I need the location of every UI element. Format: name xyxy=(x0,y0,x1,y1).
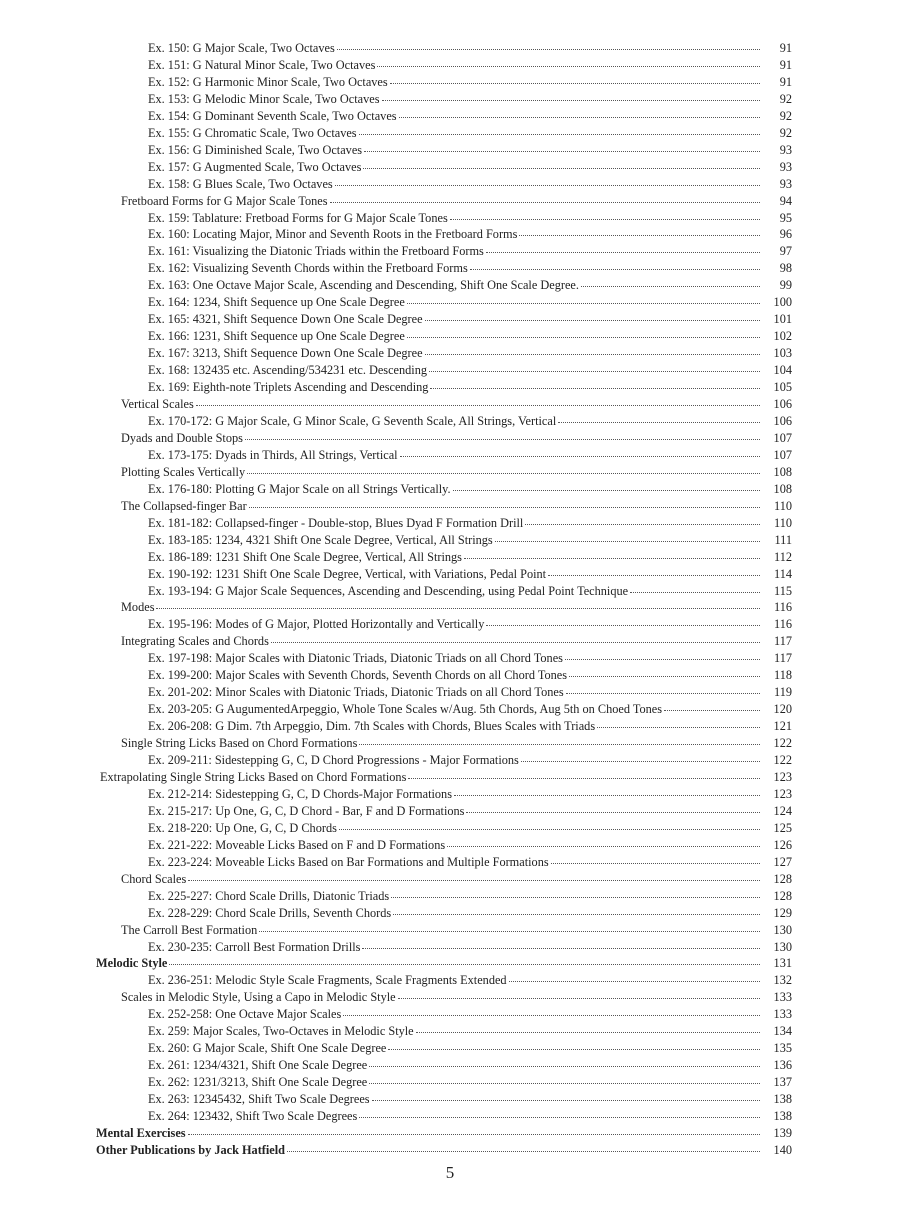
dot-leader xyxy=(400,456,760,457)
dot-leader xyxy=(330,202,760,203)
toc-entry-page: 125 xyxy=(773,820,792,835)
toc-entry[interactable] xyxy=(0,1074,900,1091)
toc-entry-page: 129 xyxy=(773,905,792,920)
toc-entry-title: Ex. 158: G Blues Scale, Two Octaves xyxy=(148,176,333,191)
toc-entry-title: Ex. 173-175: Dyads in Thirds, All Strings, Vertical xyxy=(148,447,398,462)
toc-entry-page: 110 xyxy=(774,515,792,530)
dot-leader xyxy=(398,998,760,999)
dot-leader xyxy=(259,931,760,932)
toc-entry-page: 91 xyxy=(779,74,792,89)
dot-leader xyxy=(196,405,760,406)
toc-entry-title: Ex. 195-196: Modes of G Major, Plotted Horizontally and Vertically xyxy=(148,617,485,632)
toc-entry[interactable] xyxy=(0,1006,900,1023)
toc-entry[interactable] xyxy=(0,277,900,294)
toc-entry-title: Ex. 166: 1231, Shift Sequence up One Scale Degree xyxy=(148,329,405,344)
toc-entry[interactable] xyxy=(0,1057,900,1074)
toc-entry[interactable] xyxy=(0,1142,900,1159)
toc-entry-title: Ex. 193-194: G Major Scale Sequences, Ascending and Descending, using Pedal Point Technique xyxy=(148,583,629,598)
toc-entry[interactable] xyxy=(0,193,900,210)
dot-leader xyxy=(335,185,760,186)
toc-entry[interactable] xyxy=(0,820,900,837)
toc-entry-page: 139 xyxy=(773,1126,792,1140)
toc-entry-page: 104 xyxy=(773,363,792,378)
toc-entry-page: 92 xyxy=(779,125,792,140)
toc-entry-page: 118 xyxy=(774,668,792,683)
toc-entry[interactable] xyxy=(0,40,900,57)
toc-entry-page: 94 xyxy=(779,193,792,208)
toc-entry-title: Ex. 168: 132435 etc. Ascending/534231 etc. Descending xyxy=(148,363,428,378)
toc-entry[interactable] xyxy=(0,583,900,600)
toc-entry[interactable] xyxy=(0,159,900,176)
toc-entry[interactable] xyxy=(0,650,900,667)
toc-entry-title: Melodic Style xyxy=(96,956,168,971)
toc-entry-title: Ex. 159: Tablature: Fretboad Forms for G Major Scale Tones xyxy=(148,210,448,225)
toc-entry[interactable] xyxy=(0,701,900,718)
toc-entry-title: Ex. 264: 123432, Shift Two Scale Degrees xyxy=(148,1109,358,1124)
toc-entry-page: 107 xyxy=(773,447,792,462)
toc-entry-page: 136 xyxy=(773,1058,792,1073)
dot-leader xyxy=(407,337,760,338)
toc-entry-page: 103 xyxy=(773,346,792,361)
toc-entry-page: 106 xyxy=(773,397,792,412)
toc-entry-title: Ex. 165: 4321, Shift Sequence Down One Scale Degree xyxy=(148,312,423,327)
toc-entry-page: 134 xyxy=(773,1024,792,1039)
dot-leader xyxy=(408,778,760,779)
toc-entry-title: Fretboard Forms for G Major Scale Tones xyxy=(121,193,328,208)
toc-entry[interactable] xyxy=(0,871,900,888)
toc-entry-page: 123 xyxy=(773,786,792,801)
dot-leader xyxy=(416,1032,760,1033)
dot-leader xyxy=(425,320,760,321)
dot-leader xyxy=(509,981,760,982)
toc-entry-title: Ex. 252-258: One Octave Major Scales xyxy=(148,1007,342,1022)
toc-entry-page: 135 xyxy=(773,1041,792,1056)
toc-entry-title: Ex. 183-185: 1234, 4321 Shift One Scale Degree, Vertical, All Strings xyxy=(148,532,493,547)
dot-leader xyxy=(188,880,760,881)
toc-entry[interactable] xyxy=(0,549,900,566)
dot-leader xyxy=(597,727,760,728)
toc-entry-title: Ex. 221-222: Moveable Licks Based on F and D Formations xyxy=(148,837,446,852)
toc-entry-title: Ex. 209-211: Sidestepping G, C, D Chord Progressions - Major Formations xyxy=(148,753,519,768)
toc-entry[interactable] xyxy=(0,599,900,616)
toc-entry-page: 140 xyxy=(773,1142,792,1157)
toc-entry-page: 106 xyxy=(773,413,792,428)
toc-entry-title: Ex. 164: 1234, Shift Sequence up One Scale Degree xyxy=(148,295,405,310)
toc-entry-page: 119 xyxy=(774,685,792,700)
toc-entry[interactable] xyxy=(0,413,900,430)
dot-leader xyxy=(664,710,760,711)
toc-entry-page: 93 xyxy=(779,142,792,157)
toc-entry-page: 130 xyxy=(773,939,792,954)
toc-entry-page: 92 xyxy=(779,108,792,123)
toc-entry-title: Ex. 263: 12345432, Shift Two Scale Degrees xyxy=(148,1092,370,1107)
toc-entry-title: Ex. 176-180: Plotting G Major Scale on all Strings Vertically. xyxy=(148,481,451,496)
toc-entry-page: 130 xyxy=(773,922,792,937)
dot-leader xyxy=(569,676,760,677)
toc-entry-page: 115 xyxy=(774,583,792,598)
toc-entry-page: 116 xyxy=(774,600,792,615)
toc-entry-title: Ex. 169: Eighth-note Triplets Ascending and Descending xyxy=(148,380,429,395)
toc-entry[interactable] xyxy=(0,684,900,701)
toc-entry[interactable] xyxy=(0,752,900,769)
toc-entry-title: Ex. 162: Visualizing Seventh Chords within the Fretboard Forms xyxy=(148,261,468,276)
toc-entry[interactable] xyxy=(0,667,900,684)
toc-entry-title: Ex. 156: G Diminished Scale, Two Octaves xyxy=(148,142,363,157)
toc-entry-title: Ex. 190-192: 1231 Shift One Scale Degree, Vertical, with Variations, Pedal Point xyxy=(148,566,547,581)
toc-entry[interactable] xyxy=(0,922,900,939)
toc-entry-title: Ex. 153: G Melodic Minor Scale, Two Octaves xyxy=(148,91,380,106)
toc-entry-title: Ex. 161: Visualizing the Diatonic Triads within the Fretboard Forms xyxy=(148,244,484,259)
toc-entry-page: 101 xyxy=(773,312,792,327)
toc-entry[interactable] xyxy=(0,210,900,227)
dot-leader xyxy=(369,1083,760,1084)
toc-entry[interactable] xyxy=(0,786,900,803)
toc-entry-page: 91 xyxy=(779,41,792,55)
toc-entry-title: Ex. 261: 1234/4321, Shift One Scale Degree xyxy=(148,1058,368,1073)
dot-leader xyxy=(566,693,760,694)
toc-entry-title: Vertical Scales xyxy=(121,397,194,412)
dot-leader xyxy=(388,1049,760,1050)
dot-leader xyxy=(551,863,760,864)
dot-leader xyxy=(399,117,760,118)
toc-entry[interactable] xyxy=(0,769,900,786)
toc-entry[interactable] xyxy=(0,142,900,159)
toc-entry-page: 124 xyxy=(773,803,792,818)
toc-entry-title: Modes xyxy=(121,600,155,615)
toc-entry-page: 93 xyxy=(779,159,792,174)
toc-entry-title: Ex. 170-172: G Major Scale, G Minor Scale, G Seventh Scale, All Strings, Vertical xyxy=(148,413,557,428)
dot-leader xyxy=(390,83,760,84)
dot-leader xyxy=(464,558,760,559)
dot-leader xyxy=(429,371,760,372)
dot-leader xyxy=(521,761,760,762)
toc-entry-page: 91 xyxy=(779,57,792,72)
toc-entry[interactable] xyxy=(0,718,900,735)
toc-entry[interactable] xyxy=(0,396,900,413)
toc-entry-page: 132 xyxy=(773,973,792,988)
toc-entry[interactable] xyxy=(0,294,900,311)
toc-entry-page: 117 xyxy=(774,634,792,649)
dot-leader xyxy=(362,948,760,949)
toc-entry-title: Other Publications by Jack Hatfield xyxy=(96,1142,286,1157)
dot-leader xyxy=(519,235,760,236)
dot-leader xyxy=(377,66,760,67)
dot-leader xyxy=(630,592,760,593)
toc-entry-page: 138 xyxy=(773,1109,792,1124)
toc-entry-page: 116 xyxy=(774,617,792,632)
toc-entry[interactable] xyxy=(0,735,900,752)
toc-entry[interactable] xyxy=(0,939,900,956)
dot-leader xyxy=(363,168,760,169)
toc-entry[interactable] xyxy=(0,1040,900,1057)
toc-entry-title: Ex. 157: G Augmented Scale, Two Octaves xyxy=(148,159,362,174)
dot-leader xyxy=(359,134,760,135)
page-number: 5 xyxy=(445,1163,455,1182)
toc-entry[interactable] xyxy=(0,260,900,277)
toc-entry[interactable] xyxy=(0,616,900,633)
toc-entry-page: 117 xyxy=(774,651,792,666)
dot-leader xyxy=(364,151,760,152)
table-of-contents xyxy=(0,40,900,1159)
toc-entry[interactable] xyxy=(0,905,900,922)
toc-entry-page: 120 xyxy=(773,702,792,717)
dot-leader xyxy=(359,1117,760,1118)
toc-entry[interactable] xyxy=(0,989,900,1006)
toc-entry[interactable] xyxy=(0,1091,900,1108)
toc-entry-page: 97 xyxy=(779,244,792,259)
dot-leader xyxy=(247,473,760,474)
toc-entry-title: Ex. 167: 3213, Shift Sequence Down One Scale Degree xyxy=(148,346,423,361)
toc-entry[interactable] xyxy=(0,532,900,549)
toc-entry[interactable] xyxy=(0,515,900,532)
dot-leader xyxy=(339,829,760,830)
toc-entry-title: Ex. 218-220: Up One, G, C, D Chords xyxy=(148,820,337,835)
toc-entry-title: Plotting Scales Vertically xyxy=(121,464,246,479)
toc-entry[interactable] xyxy=(0,57,900,74)
toc-entry[interactable] xyxy=(0,125,900,142)
toc-entry[interactable] xyxy=(0,888,900,905)
toc-entry[interactable] xyxy=(0,1125,900,1142)
toc-entry-title: Integrating Scales and Chords xyxy=(121,634,269,649)
toc-entry-page: 137 xyxy=(773,1075,792,1090)
toc-entry-title: Ex. 215-217: Up One, G, C, D Chord - Bar, F and D Formations xyxy=(148,803,465,818)
dot-leader xyxy=(169,964,760,965)
toc-entry[interactable] xyxy=(0,362,900,379)
toc-entry-title: Ex. 160: Locating Major, Minor and Seventh Roots in the Fretboard Forms xyxy=(148,227,518,242)
dot-leader xyxy=(453,490,760,491)
toc-entry-page: 111 xyxy=(774,532,792,547)
dot-leader xyxy=(391,897,760,898)
toc-entry-page: 123 xyxy=(773,769,792,784)
toc-entry[interactable] xyxy=(0,464,900,481)
toc-entry[interactable] xyxy=(0,430,900,447)
toc-entry-title: Ex. 186-189: 1231 Shift One Scale Degree, Vertical, All Strings xyxy=(148,549,462,564)
toc-entry-page: 131 xyxy=(773,956,792,971)
toc-entry-title: Ex. 163: One Octave Major Scale, Ascending and Descending, Shift One Scale Degree. xyxy=(148,278,579,293)
toc-entry-title: Ex. 228-229: Chord Scale Drills, Seventh Chords xyxy=(148,905,392,920)
dot-leader xyxy=(486,625,760,626)
dot-leader xyxy=(156,608,760,609)
toc-entry[interactable] xyxy=(0,854,900,871)
toc-entry-page: 110 xyxy=(774,498,792,513)
toc-entry-title: Ex. 155: G Chromatic Scale, Two Octaves xyxy=(148,125,357,140)
toc-entry[interactable] xyxy=(0,447,900,464)
toc-entry-page: 102 xyxy=(773,329,792,344)
toc-entry[interactable] xyxy=(0,498,900,515)
toc-entry-page: 122 xyxy=(773,736,792,751)
toc-entry-page: 114 xyxy=(774,566,792,581)
toc-entry-title: Ex. 236-251: Melodic Style Scale Fragments, Scale Fragments Extended xyxy=(148,973,507,988)
toc-entry[interactable] xyxy=(0,243,900,260)
toc-entry-title: Ex. 225-227: Chord Scale Drills, Diatonic Triads xyxy=(148,888,390,903)
dot-leader xyxy=(486,252,760,253)
dot-leader xyxy=(466,812,760,813)
toc-entry-page: 99 xyxy=(779,278,792,293)
toc-entry-title: Ex. 203-205: G AugumentedArpeggio, Whole Tone Scales w/Aug. 5th Chords, Aug 5th on Choed Tones xyxy=(148,702,663,717)
toc-entry-title: Scales in Melodic Style, Using a Capo in Melodic Style xyxy=(121,990,396,1005)
toc-entry-title: The Carroll Best Formation xyxy=(121,922,258,937)
dot-leader xyxy=(425,354,760,355)
toc-entry-page: 138 xyxy=(773,1092,792,1107)
toc-entry-title: Ex. 259: Major Scales, Two-Octaves in Melodic Style xyxy=(148,1024,414,1039)
toc-entry-title: Single String Licks Based on Chord Formations xyxy=(121,736,358,751)
dot-leader xyxy=(581,286,760,287)
toc-entry-title: Ex. 260: G Major Scale, Shift One Scale Degree xyxy=(148,1041,387,1056)
toc-entry[interactable] xyxy=(0,803,900,820)
toc-entry-title: The Collapsed-finger Bar xyxy=(121,498,247,513)
dot-leader xyxy=(525,524,760,525)
toc-entry[interactable] xyxy=(0,566,900,583)
toc-entry-title: Ex. 152: G Harmonic Minor Scale, Two Octaves xyxy=(148,74,388,89)
dot-leader xyxy=(558,422,760,423)
dot-leader xyxy=(188,1134,760,1135)
dot-leader xyxy=(447,846,760,847)
toc-entry-title: Ex. 201-202: Minor Scales with Diatonic Triads, Diatonic Triads on all Chord Tones xyxy=(148,685,564,700)
toc-entry-page: 127 xyxy=(773,854,792,869)
toc-entry[interactable] xyxy=(0,972,900,989)
toc-entry-page: 107 xyxy=(773,430,792,445)
dot-leader xyxy=(548,575,760,576)
toc-entry[interactable] xyxy=(0,379,900,396)
toc-entry-title: Mental Exercises xyxy=(96,1126,186,1140)
toc-entry-title: Ex. 154: G Dominant Seventh Scale, Two Octaves xyxy=(148,108,397,123)
toc-entry-page: 108 xyxy=(773,464,792,479)
toc-entry-page: 105 xyxy=(773,380,792,395)
toc-entry[interactable] xyxy=(0,328,900,345)
toc-entry-page: 92 xyxy=(779,91,792,106)
dot-leader xyxy=(245,439,760,440)
toc-entry[interactable] xyxy=(0,1023,900,1040)
dot-leader xyxy=(343,1015,760,1016)
toc-entry-title: Ex. 197-198: Major Scales with Diatonic Triads, Diatonic Triads on all Chord Tones xyxy=(148,651,563,666)
toc-entry-page: 100 xyxy=(773,295,792,310)
dot-leader xyxy=(337,49,760,50)
dot-leader xyxy=(249,507,760,508)
dot-leader xyxy=(359,744,760,745)
toc-entry-title: Extrapolating Single String Licks Based on Chord Formations xyxy=(100,769,407,784)
toc-entry-page: 96 xyxy=(779,227,792,242)
toc-entry[interactable] xyxy=(0,345,900,362)
dot-leader xyxy=(393,914,760,915)
dot-leader xyxy=(407,303,760,304)
toc-entry-page: 133 xyxy=(773,990,792,1005)
dot-leader xyxy=(287,1151,760,1152)
toc-entry-title: Chord Scales xyxy=(121,871,187,886)
toc-entry-title: Ex. 223-224: Moveable Licks Based on Bar Formations and Multiple Formations xyxy=(148,854,549,869)
toc-entry-page: 126 xyxy=(773,837,792,852)
toc-entry-page: 95 xyxy=(779,210,792,225)
toc-entry[interactable] xyxy=(0,837,900,854)
toc-entry-title: Ex. 212-214: Sidestepping G, C, D Chords-Major Formations xyxy=(148,786,452,801)
dot-leader xyxy=(565,659,760,660)
dot-leader xyxy=(450,219,760,220)
toc-entry-page: 121 xyxy=(773,719,792,734)
toc-entry-page: 112 xyxy=(774,549,792,564)
dot-leader xyxy=(271,642,760,643)
toc-entry[interactable] xyxy=(0,311,900,328)
dot-leader xyxy=(430,388,760,389)
toc-entry-page: 98 xyxy=(779,261,792,276)
toc-entry[interactable] xyxy=(0,955,900,972)
toc-entry-page: 93 xyxy=(779,176,792,191)
toc-entry[interactable] xyxy=(0,74,900,91)
toc-entry[interactable] xyxy=(0,91,900,108)
toc-entry-page: 128 xyxy=(773,871,792,886)
dot-leader xyxy=(382,100,761,101)
toc-entry-title: Ex. 181-182: Collapsed-finger - Double-stop, Blues Dyad F Formation Drill xyxy=(148,515,524,530)
toc-entry[interactable] xyxy=(0,108,900,125)
toc-entry[interactable] xyxy=(0,481,900,498)
toc-entry-page: 128 xyxy=(773,888,792,903)
toc-entry-title: Ex. 262: 1231/3213, Shift One Scale Degree xyxy=(148,1075,368,1090)
toc-entry[interactable] xyxy=(0,226,900,243)
toc-entry-title: Ex. 206-208: G Dim. 7th Arpeggio, Dim. 7th Scales with Chords, Blues Scales with Triads xyxy=(148,719,596,734)
toc-entry[interactable] xyxy=(0,633,900,650)
dot-leader xyxy=(369,1066,760,1067)
dot-leader xyxy=(470,269,760,270)
toc-entry-title: Ex. 150: G Major Scale, Two Octaves xyxy=(148,41,335,55)
toc-entry-page: 133 xyxy=(773,1007,792,1022)
toc-entry-page: 108 xyxy=(773,481,792,496)
dot-leader xyxy=(495,541,760,542)
toc-entry[interactable] xyxy=(0,1108,900,1125)
dot-leader xyxy=(454,795,760,796)
toc-entry[interactable] xyxy=(0,176,900,193)
toc-entry-page: 122 xyxy=(773,753,792,768)
toc-entry-title: Ex. 230-235: Carroll Best Formation Drills xyxy=(148,939,361,954)
toc-entry-title: Ex. 199-200: Major Scales with Seventh Chords, Seventh Chords on all Chord Tones xyxy=(148,668,568,683)
toc-entry-title: Ex. 151: G Natural Minor Scale, Two Octaves xyxy=(148,57,376,72)
dot-leader xyxy=(372,1100,760,1101)
toc-entry-title: Dyads and Double Stops xyxy=(121,430,243,445)
